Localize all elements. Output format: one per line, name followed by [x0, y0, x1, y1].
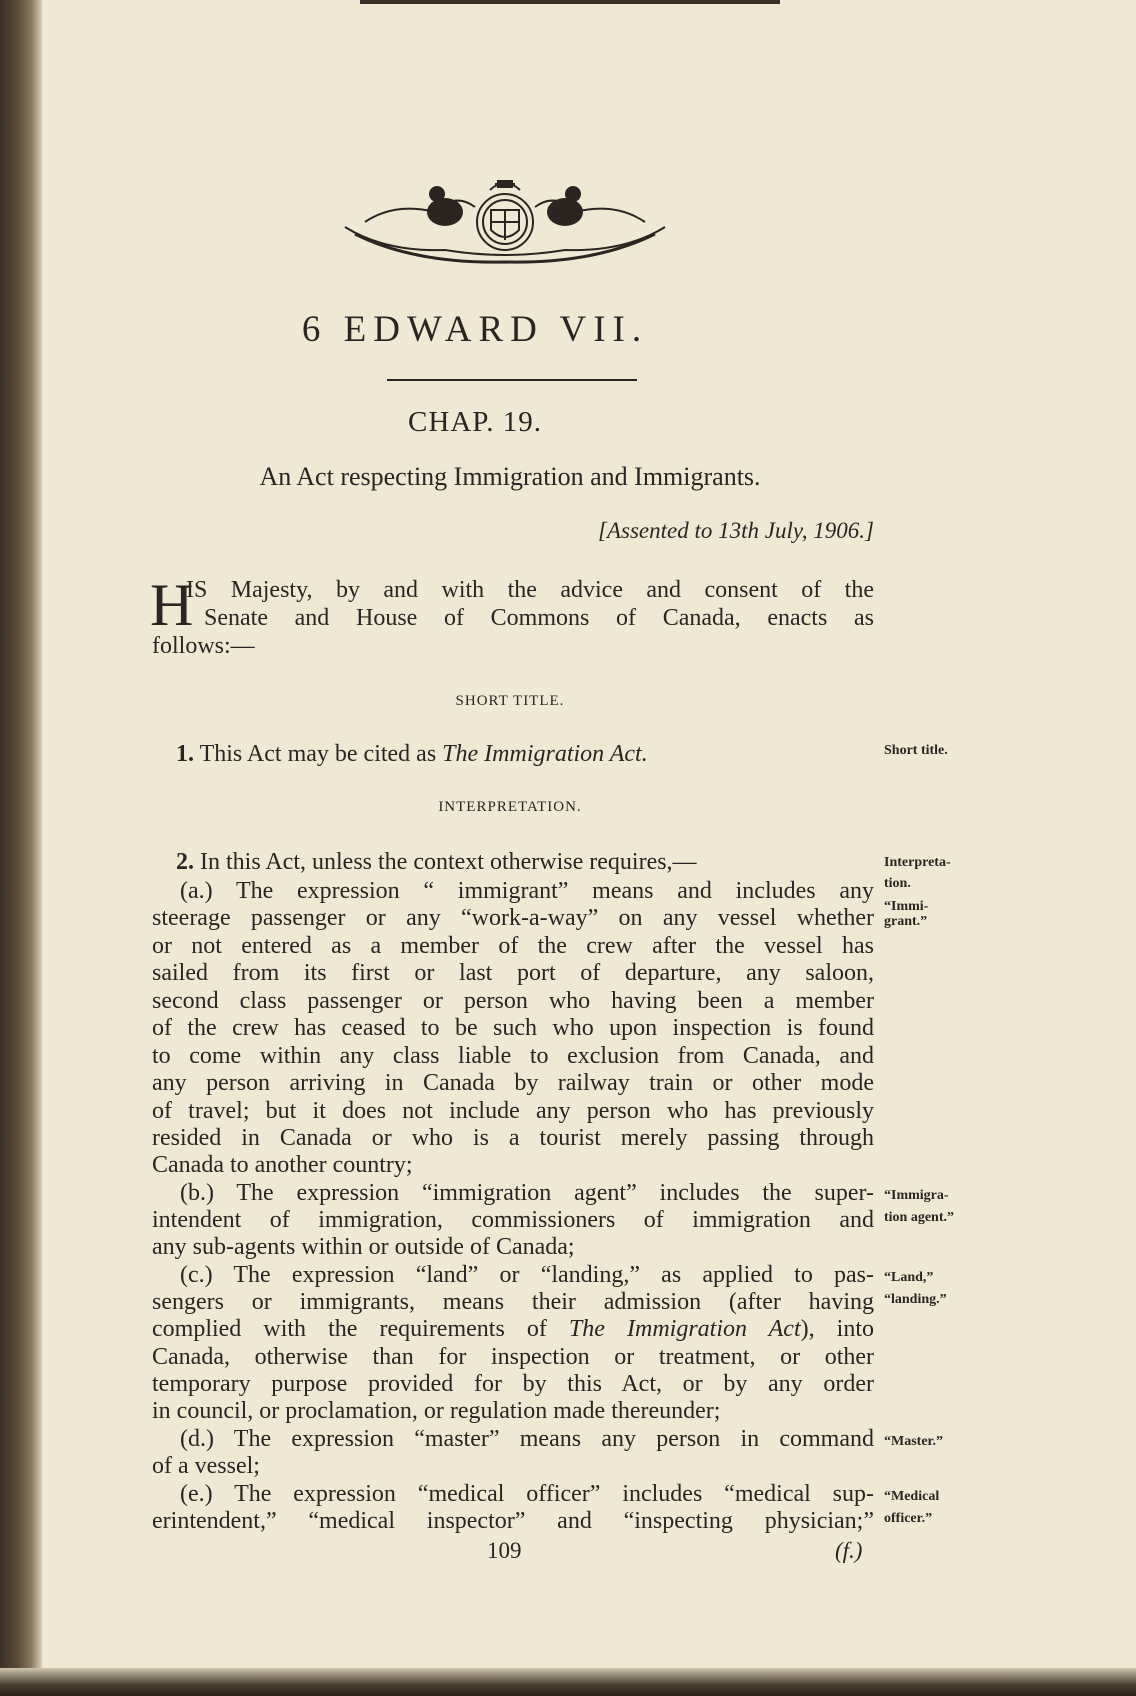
margin-note: “Medical — [884, 1489, 940, 1504]
section-1 — [176, 741, 874, 768]
chapter-number: CHAP. 19. — [408, 406, 542, 438]
preamble-line: Senate and House of Commons of Canada, enacts as — [204, 605, 874, 631]
clause-c-line: temporary purpose provided for by this Act, or by any order — [152, 1371, 874, 1397]
clause-a-line: steerage passenger or any “work-a-way” on any vessel whether — [152, 905, 874, 931]
act-name: The Immigration Act — [568, 1316, 801, 1342]
clause-a-line: any person arriving in Canada by railway train or other mode — [152, 1070, 874, 1096]
clause-a-line: resided in Canada or who is a tourist merely passing through — [152, 1125, 874, 1151]
clause-a-line: sailed from its first or last port of departure, any saloon, — [152, 960, 874, 986]
margin-note: Interpreta- — [884, 855, 951, 870]
clause-e-line: erintendent,” “medical inspector” and “inspecting physician;” — [152, 1508, 874, 1534]
act-title: An Act respecting Immigration and Immigrants. — [259, 462, 761, 491]
drop-cap: H — [150, 572, 194, 638]
margin-note: officer.” — [884, 1511, 933, 1526]
clause-d-line: (d.) The expression “master” means any person in command — [180, 1426, 874, 1452]
preamble-line: IS Majesty, by and with the advice and consent of the — [186, 577, 874, 603]
clause-a-line: (a.) The expression “ immigrant” means and includes any — [180, 878, 874, 904]
clause-c-line: Canada, otherwise than for inspection or treatment, or other — [152, 1344, 874, 1370]
royal-coat-of-arms-emblem — [325, 172, 685, 272]
margin-note: tion agent.” — [884, 1210, 954, 1225]
section-2 — [176, 849, 874, 876]
assent-date: [Assented to 13th July, 1906.] — [598, 518, 874, 543]
clause-a-line: of the crew has ceased to be such who upon inspection is found — [152, 1015, 874, 1041]
clause-c-line: in council, or proclamation, or regulation made thereunder; — [152, 1398, 721, 1424]
margin-note: “Land,” — [884, 1270, 934, 1285]
margin-note: “Immi- — [884, 899, 929, 914]
clause-b-line: intendent of immigration, commissioners of immigration and — [152, 1207, 874, 1233]
clause-a-line: Canada to another country; — [152, 1152, 413, 1178]
act-name: The Immigration Act. — [442, 741, 648, 767]
regnal-year-title: 6 EDWARD VII. — [301, 309, 649, 350]
heading-interpretation: INTERPRETATION. — [438, 799, 582, 815]
title-rule — [387, 379, 637, 381]
page-bottom-edge — [0, 1668, 1136, 1696]
clause-d-line: of a vessel; — [152, 1453, 260, 1479]
section-number: 1. — [176, 741, 194, 767]
preamble-line: follows:— — [152, 633, 255, 659]
clause-b-line: any sub-agents within or outside of Canada; — [152, 1234, 575, 1260]
section-text: This Act may be cited as — [194, 741, 443, 767]
margin-note: tion. — [884, 876, 911, 891]
clause-a-line: second class passenger or person who having been a member — [152, 988, 874, 1014]
text: complied with the requirements of — [152, 1316, 569, 1342]
clause-a-line: or not entered as a member of the crew after the vessel has — [152, 933, 874, 959]
catchword: (f.) — [835, 1538, 863, 1563]
clause-c-line — [152, 1316, 874, 1343]
margin-note: “landing.” — [884, 1292, 947, 1307]
text: ), into — [800, 1316, 874, 1342]
top-edge — [360, 0, 780, 4]
section-text: In this Act, unless the context otherwise requires,— — [194, 849, 697, 875]
clause-a-line: to come within any class liable to exclusion from Canada, and — [152, 1043, 874, 1069]
clause-c-line: sengers or immigrants, means their admission (after having — [152, 1289, 874, 1315]
margin-note: “Immigra- — [884, 1188, 949, 1203]
clause-b-line: (b.) The expression “immigration agent” includes the super- — [180, 1180, 874, 1206]
clause-c-line: (c.) The expression “land” or “landing,” as applied to pas- — [180, 1262, 874, 1288]
page-number: 109 — [487, 1538, 522, 1563]
clause-e-line: (e.) The expression “medical officer” includes “medical sup- — [180, 1481, 874, 1507]
heading-short-title: SHORT TITLE. — [455, 693, 565, 709]
margin-note: Short title. — [884, 743, 948, 758]
clause-a-line: of travel; but it does not include any person who has previously — [152, 1098, 874, 1124]
margin-note: “Master.” — [884, 1434, 943, 1449]
section-number: 2. — [176, 849, 194, 875]
book-binding-edge — [0, 0, 42, 1696]
margin-note: grant.” — [884, 914, 928, 929]
